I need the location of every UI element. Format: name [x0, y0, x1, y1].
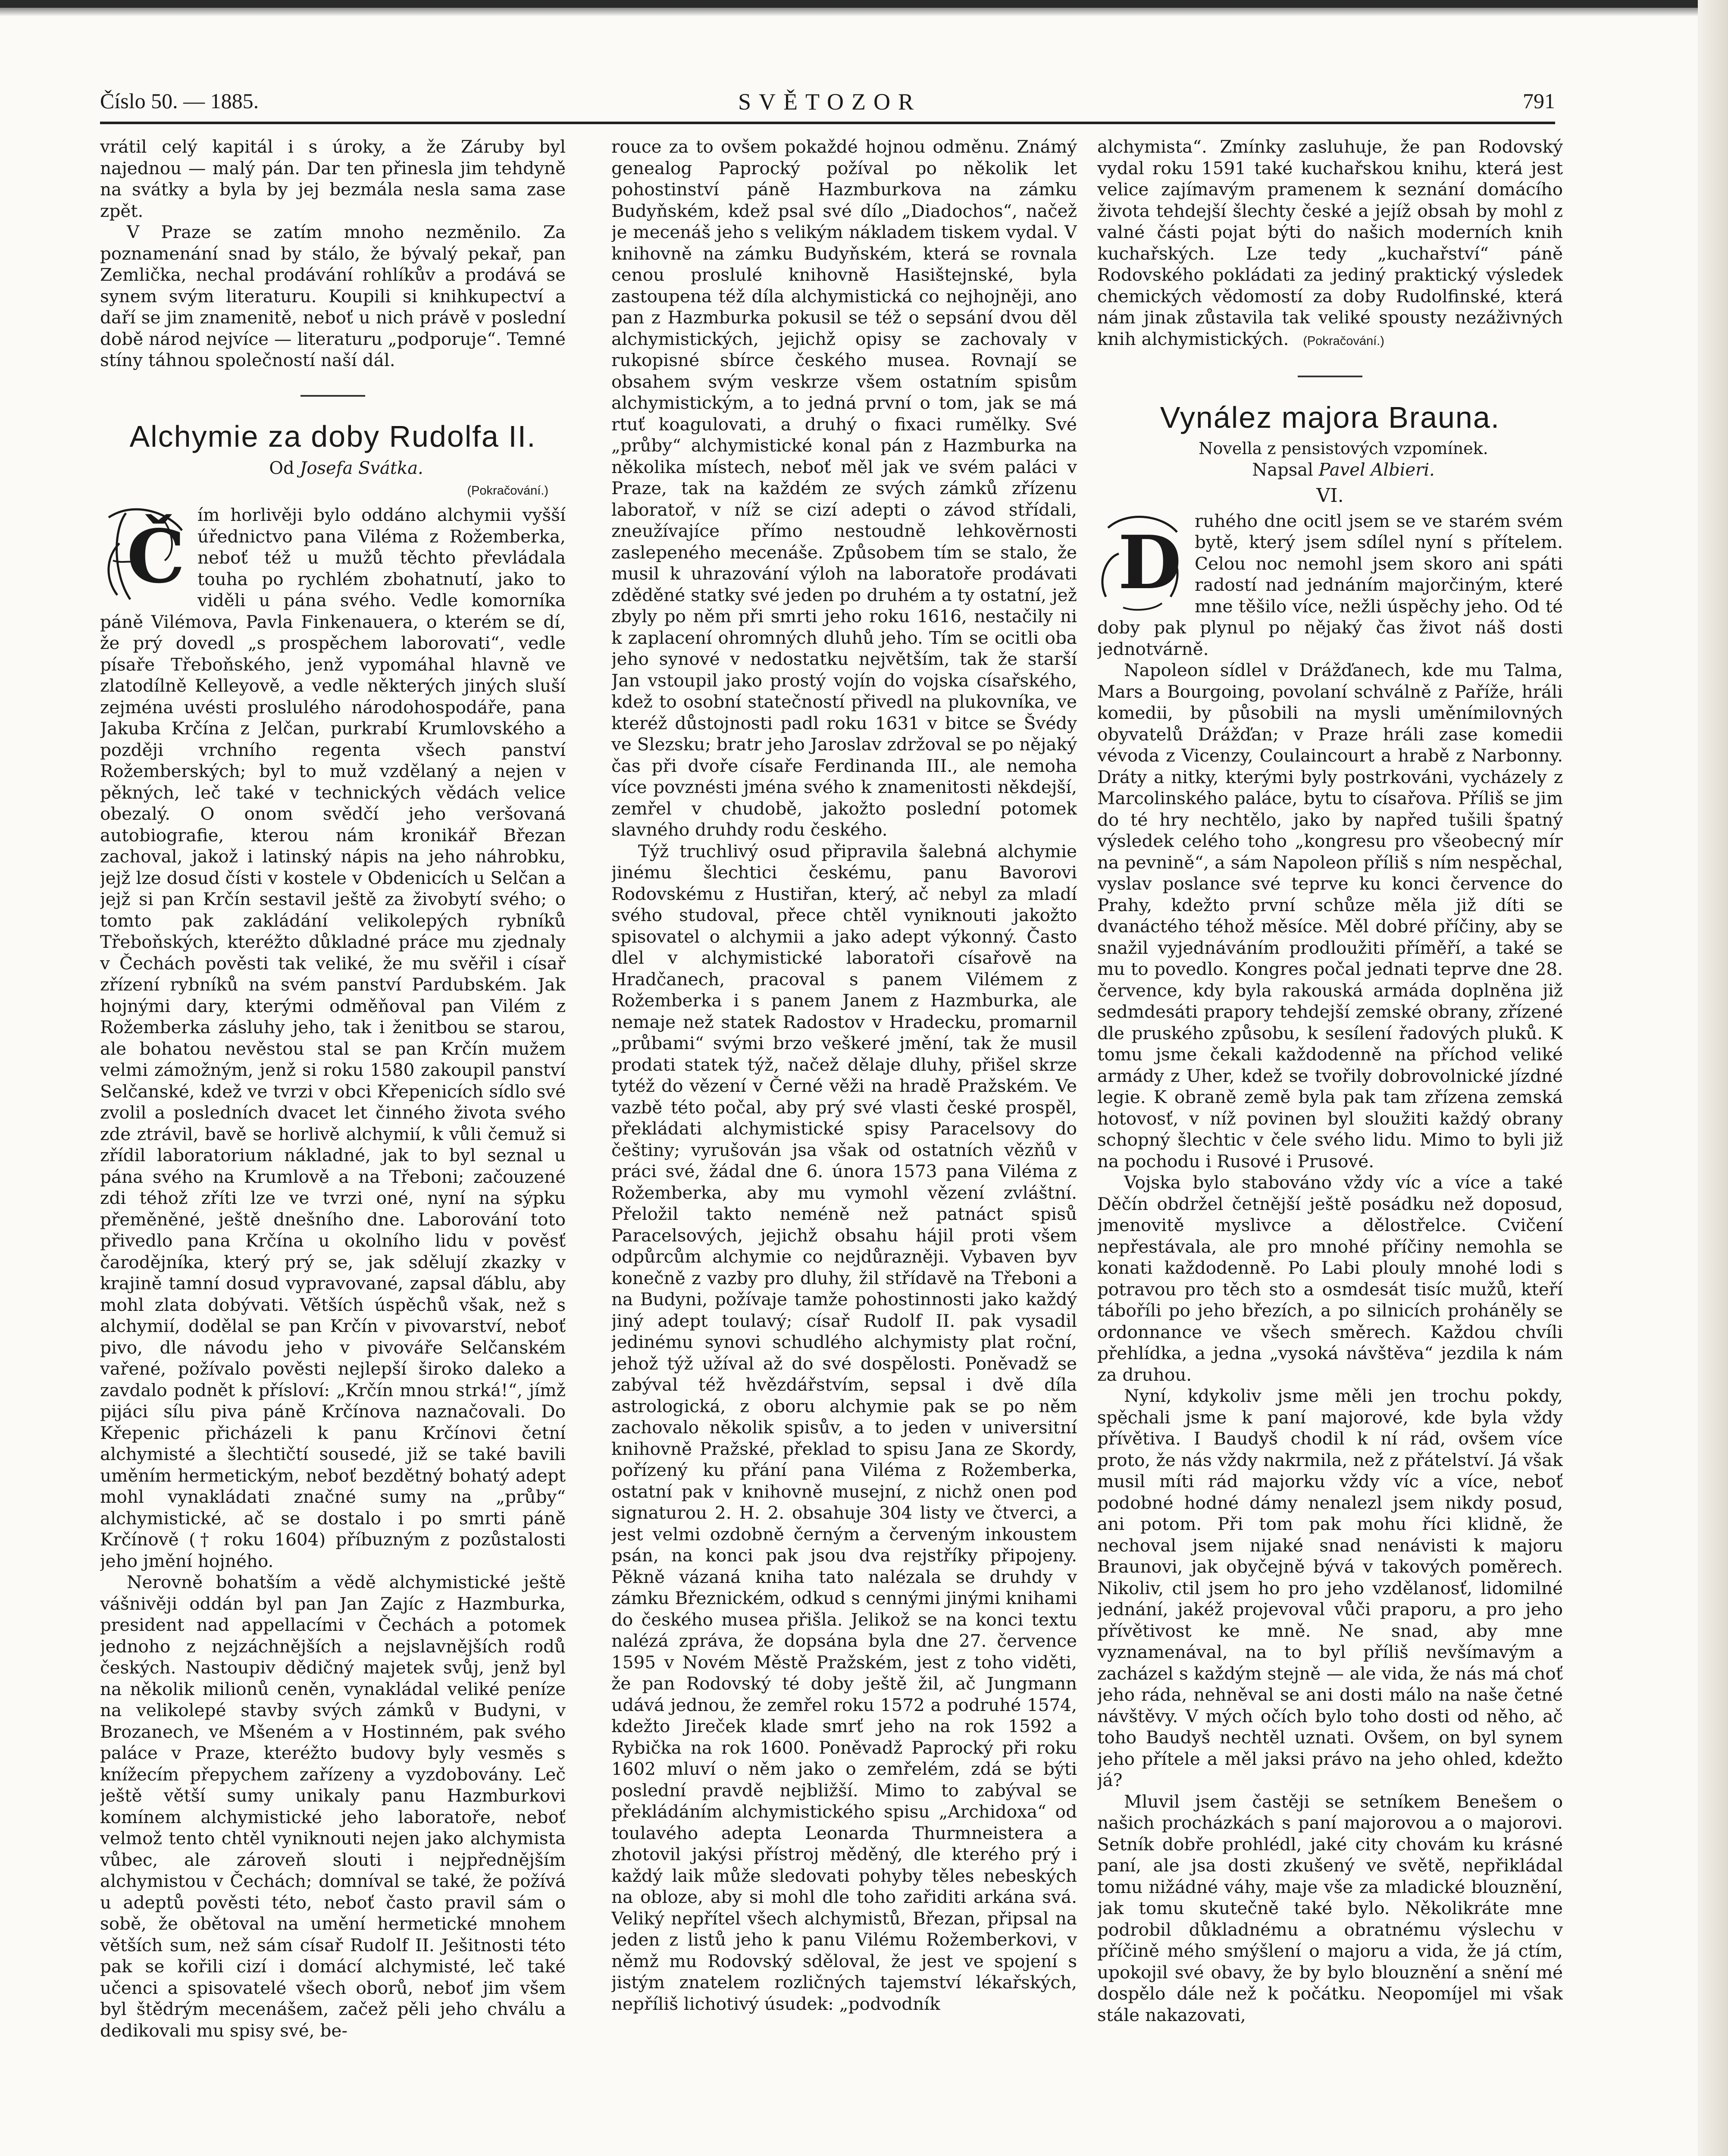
column-3 [1097, 136, 1563, 2156]
chapter-number: VI. [1316, 484, 1344, 507]
byline-prefix: Od [269, 458, 294, 478]
page-spine [1698, 0, 1728, 2156]
paragraph: V Praze se zatím mnoho nezměnilo. Za poznamenání snad by stálo, že bývalý pekař, pan Zemlička, nechal prodávání rohlíkův a prodává se synem svým literaturu. Koupili si knihkupectví a daří se jim znamenitě, neboť u nich právě v poslední době národ nejvíce — literaturu „podporuje“. Temné stíny táhnou společností naší dál. [100, 222, 566, 370]
dropcap-letter: D [1118, 519, 1182, 606]
column-1 [100, 136, 566, 2156]
dropcap-ornament [100, 505, 191, 608]
paragraph-text: ruhého dne ocitl jsem se ve starém svém bytě, který jsem sdílel nyní s přítelem. Celou noc nemohl jsem skoro ani spáti radostí nad jednáním majorčiným, které mne těšilo více, nežli úspěchy jeho. Od té doby pak plynul po nějaký čas život náš dosti jednotvárně. [1097, 510, 1563, 659]
paragraph: Vojska bylo stabováno vždy víc a více a také Děčín obdržel četnější ještě posádku než doposud, jmenovitě myslivce a dělostřelce. Cvičení nepřestávala, ale pro mnohé příčiny nemohla se konati každodenně. Po Labi plouly mnohé lodi s potravou pro těch sto a osmdesát tisíc mužů, kteří táboříli po jeho březích, a po silnicích proháněly se ordonnance ve všech směrech. Každou chvíli přehlídka, a jedna „vysoká návštěva“ jezdila k nám za druhou. [1097, 1172, 1563, 1385]
ornamental-dropcap [100, 505, 191, 608]
page-top-edge [0, 0, 1728, 8]
article-title: Alchymie za doby Rudolfa II. [129, 420, 536, 453]
journal-title: SVĚTOZOR [738, 89, 922, 115]
paragraph-text: ím horlivěji bylo oddáno alchymii vyšší úřednictvo pana Viléma z Rožemberka, neboť též u mužů těchto převládala touha po rychlém zbohatnutí, jako to viděli u pána svého. Vedle komorníka páně Vilémova, Pavla Finkenauera, o kterém se dí, že prý dovedl „s prospěchem laborovati“, vedle písaře Třeboňského, jenž vypomáhal hlavně ve zlatodílně Kelleyově, a vedle některých jiných sluší zejména uvésti proslulého národohospodáře, pana Jakuba Krčína z Jelčan, purkrabí Krumlovského a později vrchního regenta všech panství Rožemberských; byl to muž vzdělaný a nejen v pěkných, leč také v technických vědách velice obezalý. O onom svědčí jeho veršovaná autobiografie, kterou nám kronikář Březan zachoval, jakož i latinský nápis na jeho náhrobku, jejž lze dosud čísti v kostele v Obdenicích u Selčan a jejž si pan Krčín sestavil ještě za živobytí svého; o tomto pak zakládání velikolepých rybníků Třeboňských, kteréžto důkladné práce mu zjednaly v Čechách pověsti tak veliké, že mu svěřil i císař zřízení rybníků na svém panství Pardubském. Jak hojnými dary, kterými odměňoval pan Vilém z Rožemberka zásluhy jeho, tak i ženitbou se starou, ale bohatou nevěstou stal se pan Krčín mužem velmi zámožným, jenž si roku 1580 zakoupil panství Selčanské, kdež ve tvrzi v obci Křepenicích sídlo své zvolil a posledních dvacet let činného života svého zde ztrávil, bavě se horlivě alchymií, k vůli čemuž si zřídil laboratorium nákladné, jak to byl seznal u pána svého na Krumlově a na Třeboni; začouzené zdi téhož zříti lze ve tvrzi oné, nyní na sýpku přeměněné, ještě dnešního dne. Laborování toto přivedlo pana Krčína u okolního lidu v pověsť čarodějníka, který prý se, jak sdělují zkazky v krajině tamní dosud vypravované, zapsal ďáblu, aby mohl zlata dobývati. Větších úspěchů však, než s alchymií, dodělal se pan Krčín v pivovarství, neboť pivo, dle návodu jeho v pivováře Selčanském vařené, požívalo pověsti nejlepší široko daleko a zavdalo podnět k přísloví: „Krčín mnou strká!“, jímž pijáci sílu piva páně Krčínova naznačovali. Do Křepenic přicházeli k panu Krčínovi četní alchymisté a šlechtičtí sousedé, již se také bavili uměním hermetickým, neboť bezdětný bohatý adept mohl vynakládati značné sumy na „průby“ alchymistické, ač se dostalo i po smrti páně Krčínově († roku 1604) příbuzným z pozůstalosti jeho jmění hojného. [100, 505, 566, 1571]
paragraph: Nyní, kdykoliv jsme měli jen trochu pokdy, spěchali jsme k paní majorové, kde byla vždy přívětiva. I Baudyš chodil k ní rád, ovšem více proto, že nás vždy nakrmila, než z přátelství. Já však musil míti rád majorku vždy víc a více, neboť podobné hodné dámy nenalezl jsem nikdy posud, ani potom. Při tom pak mohu říci klidně, že nechoval jsem nijaké snad nenávisti k majoru Braunovi, jak obyčejně bývá v takových poměrech. Nikoliv, ctil jsem ho pro jeho vzdělanosť, lidomilné jednání, jakéž projevoval vůči praporu, a pro jeho přívětivost ke mně. Ne snad, aby mne vyznamenával, na to byl příliš nevšímavým a zacházel s každým stejně — ale vida, že nás má choť jeho ráda, nehněval se ani dosti málo na naše četné návštěvy. V mých očích bylo toho dosti od něho, ač toho Baudyš nechtěl uznati. Ovšem, on byl synem jeho přítele a měl jaksi právo na jeho ohled, kdežto já? [1097, 1385, 1563, 1790]
paragraph: rouce za to ovšem pokaždé hojnou odměnu. Známý genealog Paprocký požíval po několik let pohostinství páně Hazmburkova na zámku Budyňském, kdež psal své dílo „Diadochos“, načež je mecenáš jeho s velikým nákladem tiskem vydal. V knihovně na zámku Budyňském, která se rovnala cenou proslulé knihovně Hasištejnské, byla zastoupena též díla alchymistická co nejhojněji, ano pan z Hazmburka pokusil se též o sepsání dvou děl alchymistických, jejichž opisy se zachovaly v rukopisné sbírce českého musea. Rovnají se obsahem svým veskrze všem ostatním spisům alchymistickým, a to jedná první o tom, jak se má rtuť koagulovati, a druhý o fixaci rumělky. Své „průby“ alchymistické konal pán z Hazmburka na několika místech, neboť měl jak ve svém paláci v Praze, tak na každém ze svých zámků zřízenu laboratoř, v níž se cizí adepti o závod střídali, zneužívajíce přímo nestoudně lehkověrnosti zaslepeného mecenáše. Způsobem tím se stalo, že musil k uhrazování výloh na laboratoře prodávati zděděné statky své jeden po druhém a ty ostatní, jež zbyly po něm při smrti jeho roku 1616, nestačily ni k zaplacení ohromných dluhů jeho. Tím se ocitli oba jeho synové v nedostatku největším, tak že starší Jan vstoupil jako prostý vojín do vojska císařského, kdež to osobní statečností přivedl na plukovníka, ve kteréž důstojnosti padl roku 1631 v bitce se Švédy ve Slezsku; bratr jeho Jaroslav zdržoval se po nějaký čas při dvoře císaře Ferdinanda III., ale nemoha více povznésti jména svého k znamenitosti někdejší, zemřel v chudobě, jakožto poslední potomek slavného druhdy rodu českého. [611, 136, 1077, 840]
paragraph: Nerovně bohatším a vědě alchymistické ještě vášnivěji oddán byl pan Jan Zajíc z Hazmburka, president nad appellacími v Čechách a potomek jednoho z nejzáchnějších a nejslavnějších rodů českých. Nastoupiv dědičný majetek svůj, jenž byl na několik milionů ceněn, vynakládal veliké peníze na velikolepé stavby svých zámků v Budyni, v Brozanech, ve Mšeném a v Hostinném, pak svého paláce v Praze, kteréžto budovy byly vesměs s knížecím přepychem zařízeny a vyzdobovány. Leč ještě větší sumy unikaly panu Hazmburkovi komínem alchymistické jeho laboratoře, neboť velmož tento chtěl vyniknouti nejen jako alchymista vůbec, ale zároveň slouti i nejpřednějším alchymistou v Čechách; domníval se také, že požívá u adeptů pověsti této, neboť často pravil sám o sobě, že obětoval na umění hermetické mnohem větších sum, než sám císař Rudolf II. Ješitnosti této pak se kořili cizí i domácí alchymisté, leč také učenci a spisovatelé všech oborů, neboť jim všem byl štědrým mecenášem, začež pěli jeho chválu a dedikovali mu spisy své, be- [100, 1572, 566, 2041]
paragraph-text: alchymista“. Zmínky zasluhuje, že pan Rodovský vydal roku 1591 také kuchařskou knihu, která jest velice zajímavým pramenem k seznání domácího života tehdejší šlechty české a jejíž obsah by mohl z valné části pojat býti do našich moderních knih kuchařských. Lze tedy „kuchařství“ páně Rodovského pokládati za jediný praktický výsledek chemických vědomostí za doby Rudolfinské, která nám jinak zůstavila tak veliké spousty nezáživných knih alchymistických. [1097, 136, 1563, 349]
running-header [100, 88, 1555, 116]
header-rule [100, 122, 1555, 124]
column-2 [611, 136, 1077, 2156]
continued-note: (Pokračování.) [467, 484, 548, 498]
byline-author: Pavel Albieri. [1318, 460, 1435, 480]
dropcap-letter: Č [127, 514, 185, 600]
paragraph: vrátil celý kapitál i s úroky, a že Záruby byl najednou — malý pán. Dar ten přinesla jim tehdyně na svátky a byla by jej bezmála nesla sama zase zpět. [100, 136, 566, 221]
article-title: Vynález majora Brauna. [1160, 400, 1500, 434]
issue-number: Číslo 50. — 1885. [100, 89, 259, 113]
byline-author: Josefa Svátka. [300, 458, 423, 478]
byline [100, 457, 566, 479]
ornamental-dropcap [1097, 511, 1188, 614]
paragraph: Týž truchlivý osud připravila šalebná alchymie jinému šlechtici českému, panu Bavorovi Rodovskému z Hustiřan, který, ač nebyl za mladí svého studoval, přece chtěl vyniknouti jakožto spisovatel o alchymii a jako adept výkonný. Často dlel v alchymistické laboratoři císařově na Hradčanech, pracoval s panem Vilémem z Rožemberka i s panem Janem z Hazmburka, ale nemaje než statek Radostov v Hradecku, promarnil „průbami“ svými brzo veškeré jmění, tak že musil prodati statek týž, načež dělaje dluhy, přišel skrze tytéž do vězení v Černé věži na hradě Pražském. Ve vazbě této počal, aby prý své vlasti české prospěl, překládati alchymistické spisy Paracelsovy do češtiny; vyrušován jsa však od ostatních vězňů v práci své, žádal dne 6. února 1573 pana Viléma z Rožemberka, aby mu vymohl vězení zvláštní. Přeložil takto neméně než patnáct spisů Paracelsových, jejichž obsahu hájil proti všem odpůrcům alchymie co nejdůrazněji. Vybaven byv konečně z vazby pro dluhy, žil střídavě na Třeboni a na Budyni, požívaje tamže pohostinnosti jako každý jiný adept toulavý; císař Rudolf II. pak vysadil jedinému synovi schudlého alchymisty plat roční, jehož týž užíval až do své dospělosti. Poněvadž se zabýval též hvězdářstvím, sepsal i dvě díla astrologická, z oboru alchymie pak se po něm zachovalo několik spisův, a to jeden v universitní knihovně Pražské, překlad to spisu Jana ze Skordy, pořízený ku přání pana Viléma z Rožemberka, ostatní pak v knihovně musejní, z nichž onen pod signaturou 2. H. 2. obsahuje 304 listy ve čtverci, a jest velmi ozdobně černým a červeným inkoustem psán, na konci pak jsou dva rejstříky připojeny. Pěkně vázaná kniha tato nalézala se druhdy v zámku Březnickém, odkud s cennými jinými knihami do českého musea přišla. Jelikož se na konci textu nalézá zpráva, že dopsána byla dne 27. července 1595 v Novém Městě Pražském, jest z toho viděti, že pan Rodovský té doby ještě žil, ač Jungmann udává jednou, že zemřel roku 1572 a podruhé 1574, kdežto Jireček klade smrť jeho na rok 1592 a Rybička na rok 1600. Poněvadž Paprocký při roku 1602 mluví o něm jako o zemřelém, zdá se býti poslední pravdě nejbližší. Mimo to zabýval se překládáním alchymistického spisu „Archidoxa“ od toulavého adepta Leonarda Thurmneistera a zhotovil jakýsi přístroj měděný, dle kterého prý i každý laik může sledovati pohyby těles nebeských na obloze, aby si mohl dle toho zařiditi arkána svá. Veliký nepřítel všech alchymistů, Březan, připsal na jeden z listů jeho k panu Vilému Rožemberkovi, v němž mu Rodovský sděloval, že jest ve spojení s jistým znatelem rozličných tajemství lékařských, nepříliš lichotivý úsudek: „podvodník [611, 840, 1077, 2014]
byline-prefix: Napsal [1252, 460, 1313, 480]
byline [1097, 459, 1563, 481]
continued-note: (Pokračování.) [1303, 334, 1384, 348]
paragraph: Mluvil jsem častěji se setníkem Benešem o našich procházkách s paní majorovou a o majorovi. Setník dobře prohlédl, jaké city chovám ku krásné paní, ale jsa dosti zkušený ve světě, nepřikládal tomu nižádné váhy, maje vše za mladické blouznění, jak tomu skutečně také bylo. Několikráte mne podrobil důkladnému a obratnému výslechu v příčině mého smýšlení o majoru a vida, že já ctím, upokojil své obavy, že by bylo blouznění a snění mé dospělo dále než k počátku. Neopomíjel mi však stále nakazovati, [1097, 1791, 1563, 2025]
page-number: 791 [1523, 89, 1555, 113]
page-top-shadow [0, 8, 1728, 16]
article-subtitle: Novella z pensistových vzpomínek. [1199, 439, 1488, 458]
section-divider [1097, 365, 1563, 386]
paragraph [1097, 511, 1563, 660]
paragraph: Napoleon sídlel v Drážďanech, kde mu Talma, Mars a Bourgoing, povolaní schválně z Paříže, hráli komedii, by působili na mysli uměnímilovných obyvatelů Drážďan; v Praze hráli zase komedii vévoda z Vicenzy, Coulaincourt a hrabě z Narbonny. Dráty a nitky, kterými byly postrkováni, vycházely z Marcolinského paláce, bytu to císařova. Příliš se jim do té hry nechtělo, jako by napřed tušili špatný výsledek celého toho „kongresu pro všeobecný mír na pevnině“, a sám Napoleon příliš s ním nespěchal, vyslav poslance své teprve ku konci července do Prahy, kdežto první schůze měla již díti se dvanáctého téhož měsíce. Měl dobré příčiny, aby se snažil vyjednáváním prodloužiti příměří, a také se mu to povedlo. Kongres počal jednati teprve dne 28. července, kdy byla rakouská armáda doplněna již sedmdesáti prapory tehdejší zemské obrany, zřízené dle pruského způsobu, k sesílení řadových pluků. K tomu jsme čekali každodenně na příchod veliké armády z Uher, kdež se tvořily dobrovolnické jízdné legie. K obraně země byla pak tam zřízena zemská hotovosť, v níž povinen byl sloužiti každý obrany schopný šlechtic v čele svého lidu. Mimo to byli již na pochodu i Rusové i Prusové. [1097, 660, 1563, 1172]
dropcap-ornament [1097, 511, 1188, 614]
section-divider [100, 384, 566, 406]
paragraph [100, 505, 566, 1572]
paragraph [1097, 136, 1563, 352]
